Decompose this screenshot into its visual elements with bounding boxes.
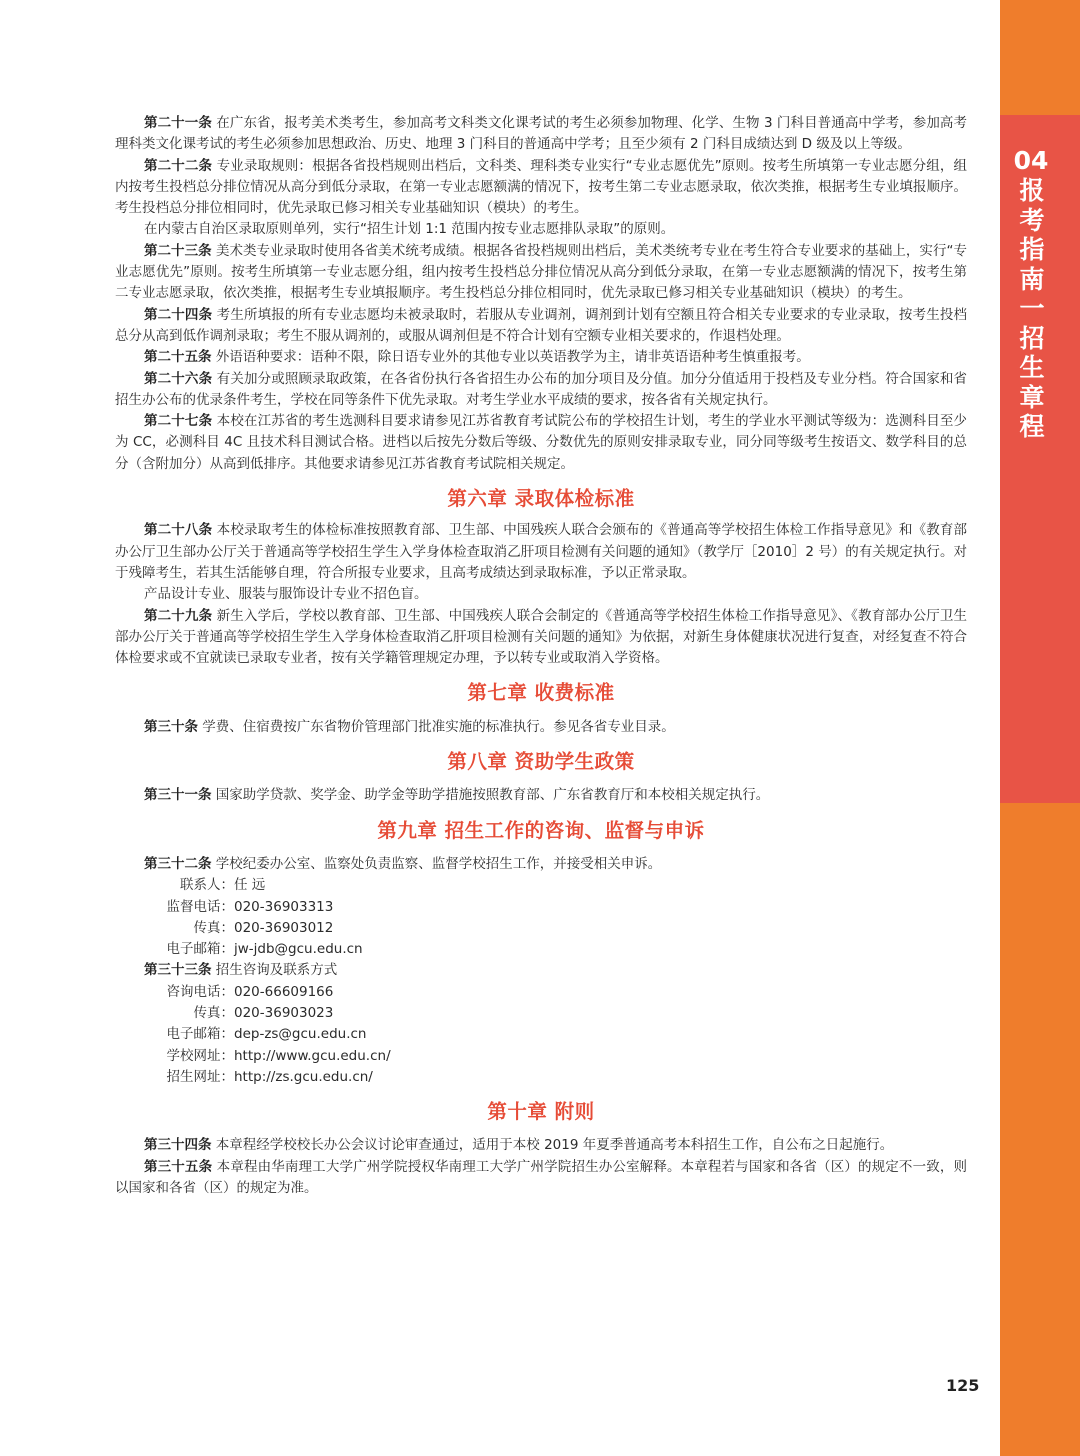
document-body [115,113,967,1199]
article-35: 第三十五条 本章程由华南理工大学广州学院授权华南理工大学广州学院招生办公室解释。本章程若与国家和各省（区）的规定不一致，则以国家和各省（区）的规定为准。 [115,1158,968,1197]
side-chapter-number: 04 [1013,146,1049,175]
inquiry-email: 电子邮箱：dep-zs@gcu.edu.cn [166,1026,367,1043]
article-27: 第二十七条 本校在江苏省的考生选测科目要求请参见江苏省教育考试院公布的学校招生计划，考生的学业水平测试等级为：选测科目至少为 CC，必测科目 4C 且技术科目测试合格。进档以后按先分数后等级、分数优先的原则安排录取专业，同分同等级考生按语文、数学科目的总分（含附加分）从高到低排序。其他要求请参见江苏省教育考试院相关规定。 [115,413,968,472]
school-website: 学校网址：http://www.gcu.edu.cn/ [166,1047,391,1064]
supervision-fax: 传真：020-36903012 [193,919,334,936]
article-25: 第二十五条 外语语种要求：语种不限，除日语专业外的其他专业以英语教学为主，请非英语语种考生慎重报考。 [144,349,810,366]
article-34: 第三十四条 本章程经学校校长办公会议讨论审查通过，适用于本校 2019 年夏季普通高考本科招生工作，自公布之日起施行。 [144,1137,894,1154]
article-26: 第二十六条 有关加分或照顾录取政策，在各省份执行各省招生办公布的加分项目及分值。加分分值适用于投档及专业分档。符合国家和省招生办公布的优录条件考生，学校在同等条件下优先录取。对考生学业水平成绩的要求，按各省有关规定执行。 [115,370,968,408]
inquiry-phone: 咨询电话：020-66609166 [166,983,334,1000]
article-29: 第二十九条 新生入学后，学校以教育部、卫生部、中国残疾人联合会制定的《普通高等学校招生体检工作指导意见》、《教育部办公厅卫生部办公厅关于普通高等学校招生学生入学身体检查取消乙肝项目检测有关问题的通知》为依据，对新生身体健康状况进行复查，对经复查不符合体检要求或不宜就读已录取专业者，按有关学籍管理规定办理，予以转专业或取消入学资格。 [115,607,968,667]
article-24: 第二十四条 考生所填报的所有专业志愿均未被录取时，若服从专业调剂，调剂到计划有空额且符合相关专业要求的专业录取，按考生投档总分从高到低作调剂录取；考生不服从调剂的，或服从调剂但是不符合计划有空额专业相关要求的，作退档处理。 [115,306,968,344]
article-22-note: 在内蒙古自治区录取原则单列，实行“招生计划 1:1 范围内按专业志愿排队录取”的原则。 [144,221,675,238]
chapter-6-heading: 第六章 录取体检标准 [447,487,635,511]
section-articles-21-27 [115,113,967,475]
section-chapter-10 [115,1135,967,1199]
article-33: 第三十三条 招生咨询及联系方式 [144,962,338,979]
chapter-7-heading: 第七章 收费标准 [467,681,615,705]
section-chapter-6 [115,520,967,669]
inquiry-fax: 传真：020-36903023 [193,1004,334,1021]
article-23: 第二十三条 美术类专业录取时使用各省美术统考成绩。根据各省投档规则出档后，美术类统考专业在考生符合专业要求的基础上，实行“专业志愿优先”原则。按考生所填第一专业志愿分组，组内按考生投档总分排位情况从高分到低分录取，在第一专业志愿额满的情况下，按考生第二专业志愿录取，依次类推，根据考生专业填报顺序。考生投档总分排位相同时，优先录取已修习相关专业基础知识（模块）的考生。 [115,242,967,302]
section-chapter-9 [115,854,967,1088]
chapter-8-heading: 第八章 资助学生政策 [447,750,635,774]
page-number: 125 [946,1376,980,1395]
contact-person: 联系人：任 远 [180,877,266,894]
chapter-9-heading: 第九章 招生工作的咨询、监督与申诉 [377,818,705,842]
article-21: 第二十一条 在广东省，报考美术类考生，参加高考文科类文化课考试的考生必须参加物理、化学、生物 3 门科目普通高中学考，参加高考理科类文化课考试的考生必须参加思想政治、历史、地理 3 门科目的普通高中学考；且至少须有 2 门科目成绩达到 D 级及以上等级。 [115,115,968,153]
supervision-email: 电子邮箱：jw-jdb@gcu.edu.cn [166,941,363,958]
chapter-10-heading: 第十章 附则 [487,1100,595,1124]
article-28: 第二十八条 本校录取考生的体检标准按照教育部、卫生部、中国残疾人联合会颁布的《普通高等学校招生体检工作指导意见》和《教育部办公厅卫生部办公厅关于普通高等学校招生学生入学身体检查取消乙肝项目检测有关问题的通知》（教学厅［2010］2 号）的有关规定执行。对于残障考生，若其生活能够自理，符合所报专业要求，且高考成绩达到录取标准，予以正常录取。 [115,522,968,581]
article-31: 第三十一条 国家助学贷款、奖学金、助学金等助学措施按照教育部、广东省教育厅和本校相关规定执行。 [144,787,770,804]
supervision-phone: 监督电话：020-36903313 [166,898,334,915]
article-22: 第二十二条 专业录取规则：根据各省投档规则出档后，文科类、理科类专业实行“专业志愿优先”原则。按考生所填第一专业志愿分组，组内按考生投档总分排位情况从高分到低分录取，在第一专业志愿额满的情况下，按考生第二专业志愿录取，依次类推，根据考生专业填报顺序。考生投档总分排位相同时，优先录取已修习相关专业基础知识（模块）的考生。 [115,157,968,217]
article-28-note: 产品设计专业、服装与服饰设计专业不招色盲。 [144,586,428,603]
article-30: 第三十条 学费、住宿费按广东省物价管理部门批准实施的标准执行。参见各省专业目录。 [144,718,675,735]
admission-website: 招生网址：http://zs.gcu.edu.cn/ [166,1068,373,1085]
article-32: 第三十二条 学校纪委办公室、监察处负责监察、监督学校招生工作，并接受相关申诉。 [144,855,662,872]
side-chapter-title: 报考指南一招生章程 [1019,176,1045,441]
